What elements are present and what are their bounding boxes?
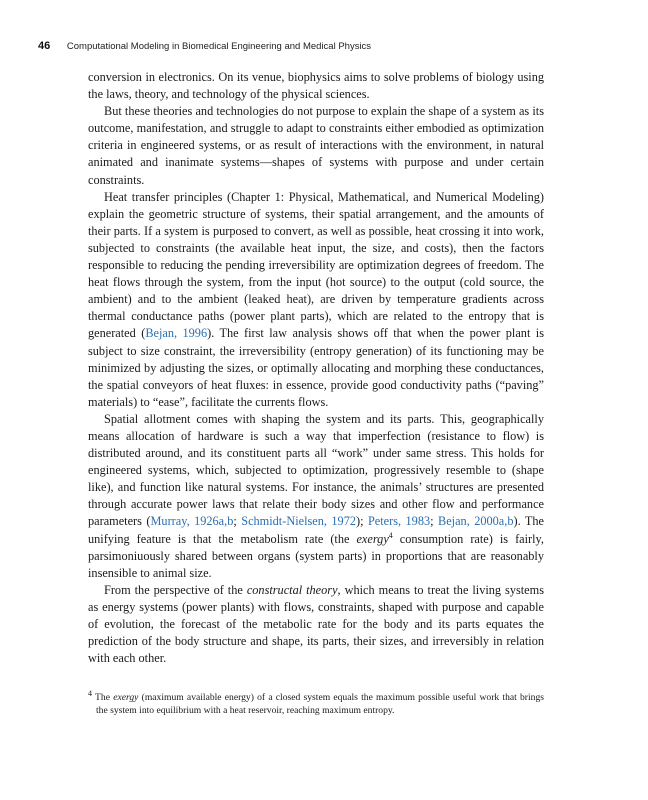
- paragraph-4-text-b: ). The unifying feature is that the metabolism rate (the: [88, 514, 545, 546]
- citation-link[interactable]: Schmidt-Nielsen, 1972: [241, 514, 356, 529]
- footnote-lead: The: [95, 692, 114, 703]
- page-number: 46: [38, 40, 51, 52]
- paragraph-2: [88, 103, 544, 188]
- citation-separator: );: [356, 514, 368, 529]
- paragraph-4-text-c: consumption rate) is fairly, parsimoniuously shared between organs (system parts) in proportions that are reasonably insensible to animal size.: [88, 531, 544, 580]
- paragraph-5-text-b: , which means to treat the living systems as energy systems (power plants) with flows, constraints, shaped with purpose and capable of evolution, the forecast of the metabolic rate for the body and its parts equates the prediction of the body structure and shape, its parts, their sizes, and irreversibly in relation with each other.: [88, 582, 544, 666]
- citation-separator: ;: [430, 514, 439, 529]
- paragraph-5-text-a: From the perspective of the: [104, 582, 247, 597]
- citation-link[interactable]: Bejan, 2000a,b: [438, 514, 514, 529]
- footnote: [88, 688, 544, 717]
- paragraph-1: [88, 69, 544, 103]
- footnote-text: (maximum available energy) of a closed system equals the maximum possible useful work that brings the system into equilibrium with a heat reservoir, reaching maximum entropy.: [96, 692, 544, 716]
- citation-link[interactable]: Bejan, 1996: [145, 326, 208, 341]
- body-text: [88, 69, 544, 667]
- citation-link[interactable]: Murray, 1926a,b: [150, 514, 234, 529]
- running-header: [38, 40, 371, 52]
- footnote-term: exergy: [113, 692, 139, 703]
- paragraph-5: [88, 582, 544, 667]
- exergy-term: exergy: [356, 531, 389, 546]
- paragraph-3-text-a: Heat transfer principles (Chapter 1: Physical, Mathematical, and Numerical Modeling) explain the geometric structure of systems, their spatial arrangement, and the amounts of their parts. If a system is purposed to convert, as well as possible, heat crossing it into work, subjected to constraints (the available heat input, the size, and costs), then the factors responsible to reducing the pending irreversibility are optimization degrees of freedom. The heat flows through the system, from the input (hot source) to the output (cold source, the ambient) and to the ambient (leaked heat), are driven by temperature gradients across thermal conductance paths (power plant parts), which are related to the entropy that is generated (: [88, 189, 544, 341]
- paragraph-3: [88, 189, 544, 411]
- footnote-reference[interactable]: 4: [388, 530, 393, 540]
- paragraph-4: [88, 411, 544, 582]
- paragraph-4-text-a: Spatial allotment comes with shaping the system and its parts. This, geographically means allocation of hardware is such a way that imperfection (resistance to flow) is distributed around, and its constituent parts all “work” under same stress. This holds for engineered systems, which, subjected to optimization, progressively resemble to (shape like), and function like natural systems. For instance, the animals’ structures are presented through accurate power laws that relate their body sizes and other flow and performance parameters (: [88, 411, 544, 529]
- running-title: Computational Modeling in Biomedical Engineering and Medical Physics: [66, 41, 372, 52]
- citation-separator: ;: [233, 514, 242, 529]
- footnote-marker: 4: [88, 688, 92, 698]
- footnote-body: [88, 688, 544, 717]
- constructal-theory-term: constructal theory: [246, 582, 338, 597]
- paragraph-2-text: But these theories and technologies do not purpose to explain the shape of a system as its outcome, manifestation, and struggle to adapt to constraints either embodied as optimization criteria in engineered systems, or as result of interactions with the environment, in natural animated and inanimate systems—shapes of systems with purpose and under certain constraints.: [88, 104, 544, 187]
- citation-link[interactable]: Peters, 1983: [367, 514, 431, 529]
- paragraph-3-text-b: ). The first law analysis shows off that when the power plant is subject to size constraint, the irreversibility (entropy generation) of its functioning may be minimized by adjusting the sizes, or optimally allocating and morphing these conductances, the spatial conveyors of heat fluxes: in essence, provide good conductivity paths (“paving” materials) to “ease”, facilitate the currents flows.: [88, 326, 544, 409]
- paragraph-1-text: conversion in electronics. On its venue, biophysics aims to solve problems of biology using the laws, theory, and technology of the physical sciences.: [88, 70, 544, 102]
